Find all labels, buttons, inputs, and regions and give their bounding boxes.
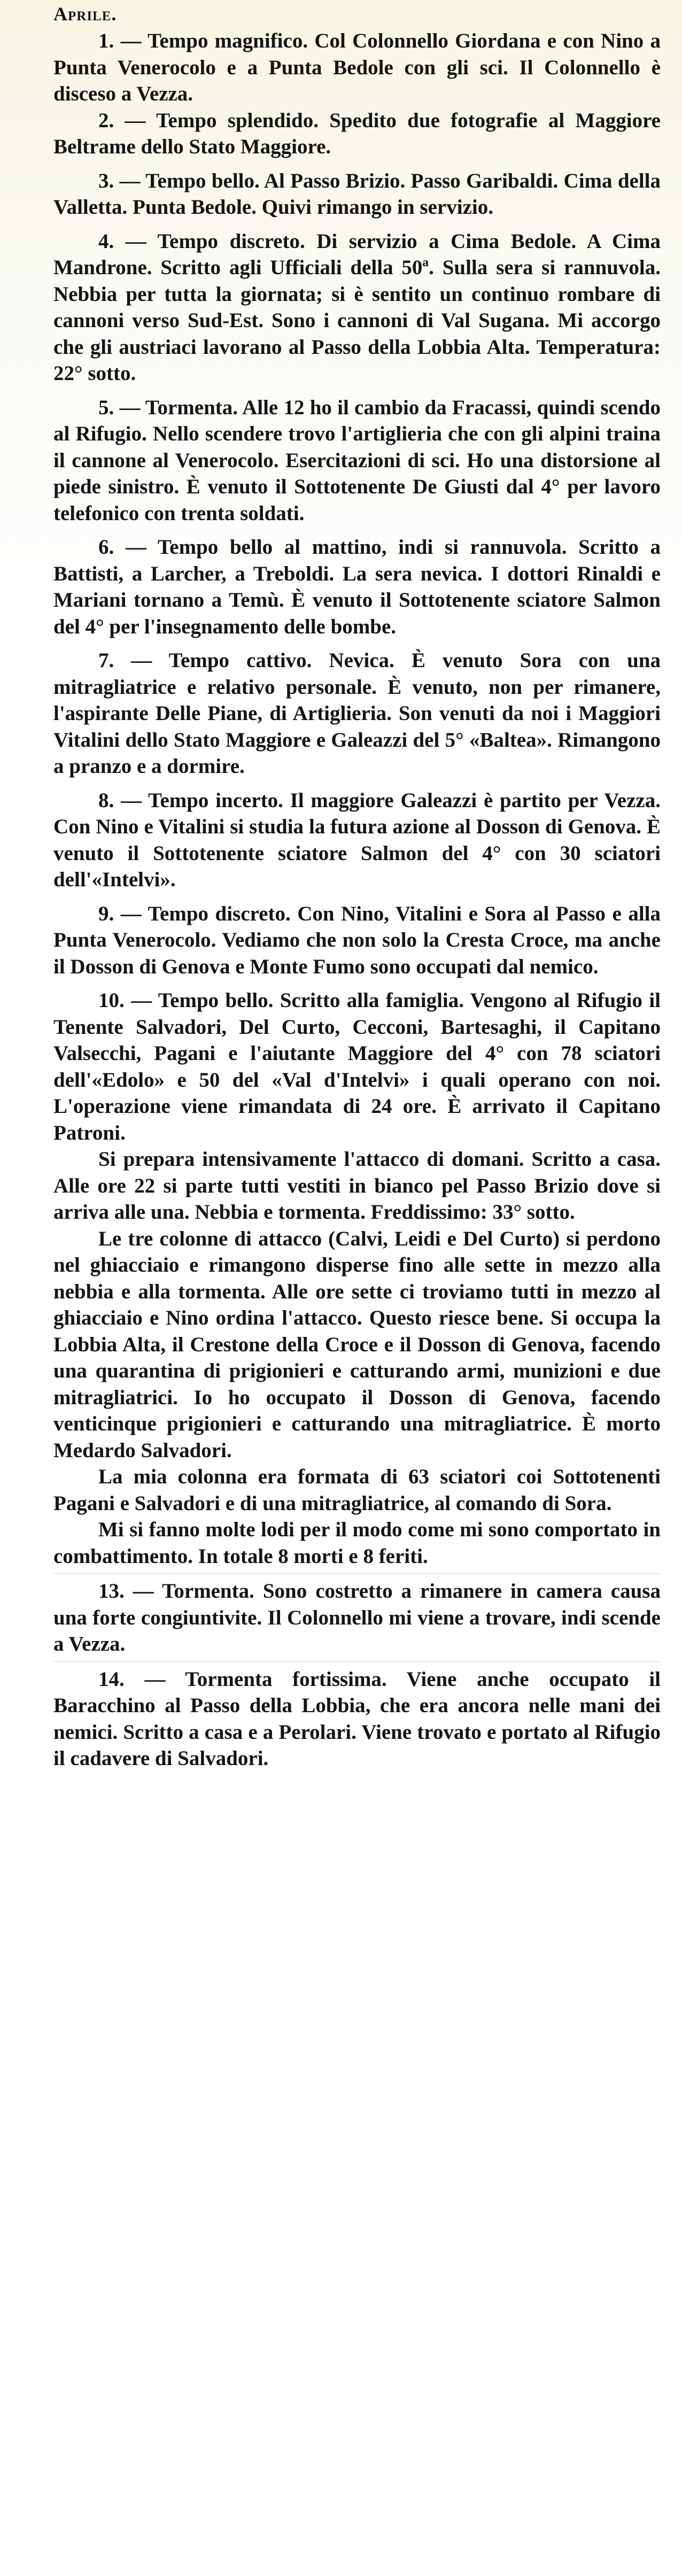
- entry-day-8: 8. — Tempo incerto. Il maggiore Galeazzi è partito per Vezza. Con Nino e Vitalini si studia la futura azione al Dosson di Genova. È venuto il Sottotenente sciatore Salmon del 4° con 30 sciatori dell'«Intelvi».: [53, 788, 661, 891]
- entry-day-4: 4. — Tempo discreto. Di servizio a Cima Bedole. A Cima Mandrone. Scritto agli Ufficiali della 50ª. Sulla sera si rannuvola. Nebbia per tutta la giornata; si è sentito un continuo rombare di cannoni verso Sud-Est. Sono i cannoni di Val Sugana. Mi accorgo che gli austriaci lavorano al Passo della Lobbia Alta. Temperatura: 22° sotto.: [53, 229, 661, 385]
- entry-day-10: 10. — Tempo bello. Scritto alla famiglia. Vengono al Rifugio il Tenente Salvadori, Del Curto, Cecconi, Bartesaghi, il Capitano Valsecchi, Pagani e l'aiutante Maggiore del 4° con 78 sciatori dell'«Edolo» e 50 del «Val d'Intelvi» i quali operano con noi. L'operazione viene rimandata di 24 ore. È arrivato il Capitano Patroni.: [53, 989, 661, 1144]
- entry-day-9: 9. — Tempo discreto. Con Nino, Vitalini e Sora al Passo e alla Punta Venerocolo. Vediamo che non solo la Cresta Croce, ma anche il Dosson di Genova e Monte Fumo sono occupati dal nemico.: [53, 902, 661, 978]
- entry-day-7: 7. — Tempo cattivo. Nevica. È venuto Sora con una mitragliatrice e relativo personale. È venuto, non per rimanere, l'aspirante Delle Piane, di Artiglieria. Son venuti da noi i Maggiori Vitalini dello Stato Maggiore e Galeazzi del 5° «Baltea». Rimangono a pranzo e a dormire.: [53, 649, 661, 778]
- diary-entries: [53, 28, 661, 1772]
- entry-day-14: 14. — Tormenta fortissima. Viene anche occupato il Baracchino al Passo della Lobbia, che era ancora nelle mani dei nemici. Scritto a casa e a Perolari. Viene trovato e portato al Rifugio il cadavere di Salvadori.: [53, 1667, 661, 1770]
- entry-day-2: 2. — Tempo splendido. Spedito due fotografie al Maggiore Beltrame dello Stato Maggiore.: [53, 109, 661, 158]
- entry-day-1: 1. — Tempo magnifico. Col Colonnello Giordana e con Nino a Punta Venerocolo e a Punta Bedole con gli sci. Il Colonnello è disceso a Vezza.: [53, 29, 661, 105]
- section-divider: [53, 1573, 661, 1574]
- entry-day-10-continued: Si prepara intensivamente l'attacco di domani. Scritto a casa. Alle ore 22 si parte tutti vestiti in bianco pel Passo Brizio dove si arriva alle una. Nebbia e tormenta. Freddissimo: 33° sotto.: [53, 1148, 661, 1224]
- month-heading: Aprile.: [53, 3, 117, 25]
- entry-day-5: 5. — Tormenta. Alle 12 ho il cambio da Fracassi, quindi scendo al Rifugio. Nello scendere trovo l'artiglieria che con gli alpini traina il cannone al Venerocolo. Esercitazioni di sci. Ho una distorsione al piede sinistro. È venuto il Sottotenente De Giusti dal 4° per lavoro telefonico con trenta soldati.: [53, 396, 661, 525]
- entry-combat-praise: Mi si fanno molte lodi per il modo come mi sono comportato in combattimento. In totale 8 morti e 8 feriti.: [53, 1518, 661, 1568]
- entry-day-3: 3. — Tempo bello. Al Passo Brizio. Passo Garibaldi. Cima della Valletta. Punta Bedole. Quivi rimango in servizio.: [53, 169, 661, 219]
- entry-day-6: 6. — Tempo bello al mattino, indi si rannuvola. Scritto a Battisti, a Larcher, a Treboldi. La sera nevica. I dottori Rinaldi e Mariani tornano a Temù. È venuto il Sottotenente sciatore Salmon del 4° per l'insegnamento delle bombe.: [53, 536, 661, 638]
- entry-day-13: 13. — Tormenta. Sono costretto a rimanere in camera causa una forte congiuntivite. Il Colonnello mi viene a trovare, indi scende a Vezza.: [53, 1580, 661, 1656]
- section-divider: [53, 1661, 661, 1662]
- entry-column-composition: La mia colonna era formata di 63 sciatori coi Sottotenenti Pagani e Salvadori e di una mitragliatrice, al comando di Sora.: [53, 1465, 661, 1515]
- entry-attack-narrative: Le tre colonne di attacco (Calvi, Leidi e Del Curto) si perdono nel ghiacciaio e rimangono disperse fino alle sette in mezzo alla nebbia e alla tormenta. Alle ore sette ci troviamo tutti in mezzo al ghiacciaio e Nino ordina l'attacco. Questo riesce bene. Si occupa la Lobbia Alta, il Crestone della Croce e il Dosson di Genova, facendo una quarantina di prigionieri e catturando armi, munizioni e due mitragliatrici. Io ho occupato il Dosson di Genova, facendo venticinque prigionieri e catturando una mitragliatrice. È morto Medardo Salvadori.: [53, 1227, 661, 1462]
